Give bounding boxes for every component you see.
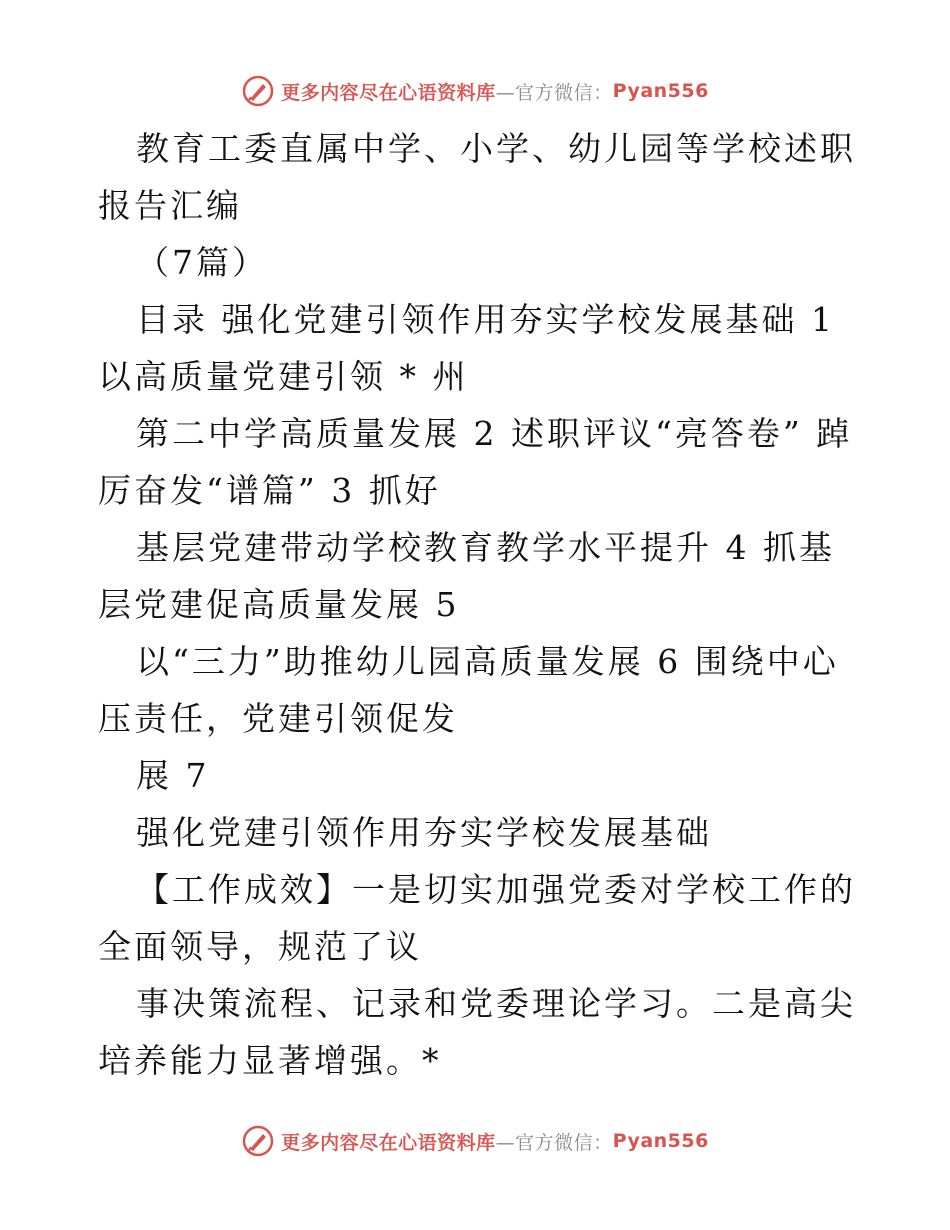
watermark-wechat-id: Pyan556: [612, 1130, 709, 1152]
body-paragraph: 事决策流程、记录和党委理论学习。二是高尖培养能力显著增强。*: [98, 984, 856, 1080]
watermark-title: 更多内容尽在心语资料库: [281, 1131, 496, 1154]
toc-line: 目录 强化党建引领作用夯实学校发展基础 1 以高质量党建引领 * 州: [98, 300, 835, 396]
section-heading: 强化党建引领作用夯实学校发展基础: [136, 813, 712, 852]
document-body: [98, 120, 858, 1089]
body-paragraph: 【工作成效】一是切实加强党委对学校工作的全面领导，规范了议: [98, 870, 856, 966]
header-watermark: [0, 74, 950, 108]
quill-pen-logo-icon: [241, 1124, 275, 1158]
watermark-title: 更多内容尽在心语资料库: [281, 81, 496, 104]
document-title: 教育工委直属中学、小学、幼儿园等学校述职报告汇编: [98, 129, 856, 225]
toc-line: 展 7: [136, 756, 210, 795]
toc-line: 第二中学高质量发展 2 述职评议“亮答卷” 踔厉奋发“谱篇” 3 抓好: [98, 414, 853, 510]
footer-watermark: [0, 1124, 950, 1158]
watermark-wechat-id: Pyan556: [612, 80, 709, 102]
toc-line: 基层党建带动学校教育教学水平提升 4 抓基层党建促高质量发展 5: [98, 528, 835, 624]
watermark-separator: —官方微信：: [495, 1131, 613, 1154]
article-count: （7篇）: [136, 243, 268, 282]
toc-line: 以“三力”助推幼儿园高质量发展 6 围绕中心压责任，党建引领促发: [98, 642, 839, 738]
quill-pen-logo-icon: [241, 74, 275, 108]
watermark-separator: —官方微信：: [495, 81, 613, 104]
